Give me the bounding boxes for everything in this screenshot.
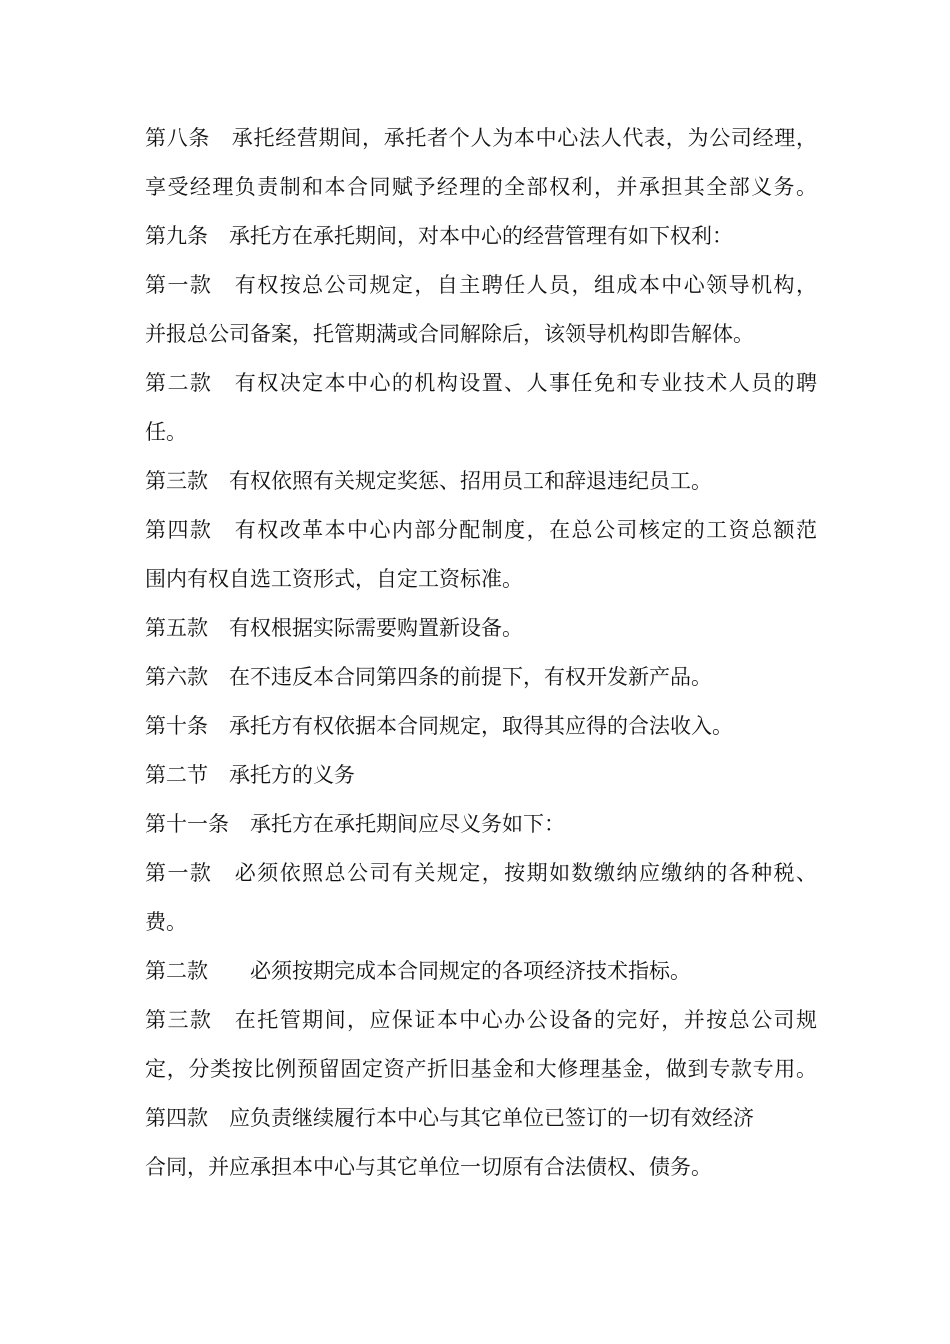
text-line: 第四款 有权改革本中心内部分配制度，在总公司核定的工资总额范 [145,518,817,542]
document-body [145,114,817,1192]
text-line: 第三款 在托管期间，应保证本中心办公设备的完好，并按总公司规 [145,1008,817,1032]
text-line: 第二款 有权决定本中心的机构设置、人事任免和专业技术人员的聘 [145,371,817,395]
text-line: 第十一条 承托方在承托期间应尽义务如下： [145,812,565,836]
text-line: 第八条 承托经营期间，承托者个人为本中心法人代表，为公司经理， [145,126,817,150]
text-line: 第一款 有权按总公司规定，自主聘任人员，组成本中心领导机构， [145,273,817,297]
text-line: 费。 [145,910,187,934]
text-line: 并报总公司备案，托管期满或合同解除后，该领导机构即告解体。 [145,322,754,346]
text-line: 第十条 承托方有权依据本合同规定，取得其应得的合法收入。 [145,714,733,738]
text-line: 任。 [145,420,187,444]
text-line: 享受经理负责制和本合同赋予经理的全部权利，并承担其全部义务。 [145,175,817,199]
text-line: 合同，并应承担本中心与其它单位一切原有合法债权、债务。 [145,1155,712,1179]
section-heading: 第二节 承托方的义务 [145,763,355,787]
text-line: 第四款 应负责继续履行本中心与其它单位已签订的一切有效经济 [145,1106,754,1130]
text-line: 第二款 必须按期完成本合同规定的各项经济技术指标。 [145,959,691,983]
text-line: 第五款 有权根据实际需要购置新设备。 [145,616,523,640]
text-line: 第六款 在不违反本合同第四条的前提下，有权开发新产品。 [145,665,712,689]
text-line: 第三款 有权依照有关规定奖惩、招用员工和辞退违纪员工。 [145,469,712,493]
text-line: 围内有权自选工资形式，自定工资标准。 [145,567,523,591]
text-line: 第一款 必须依照总公司有关规定，按期如数缴纳应缴纳的各种税、 [145,861,817,885]
text-line: 第九条 承托方在承托期间，对本中心的经营管理有如下权利： [145,224,733,248]
text-line: 定，分类按比例预留固定资产折旧基金和大修理基金，做到专款专用。 [145,1057,817,1081]
